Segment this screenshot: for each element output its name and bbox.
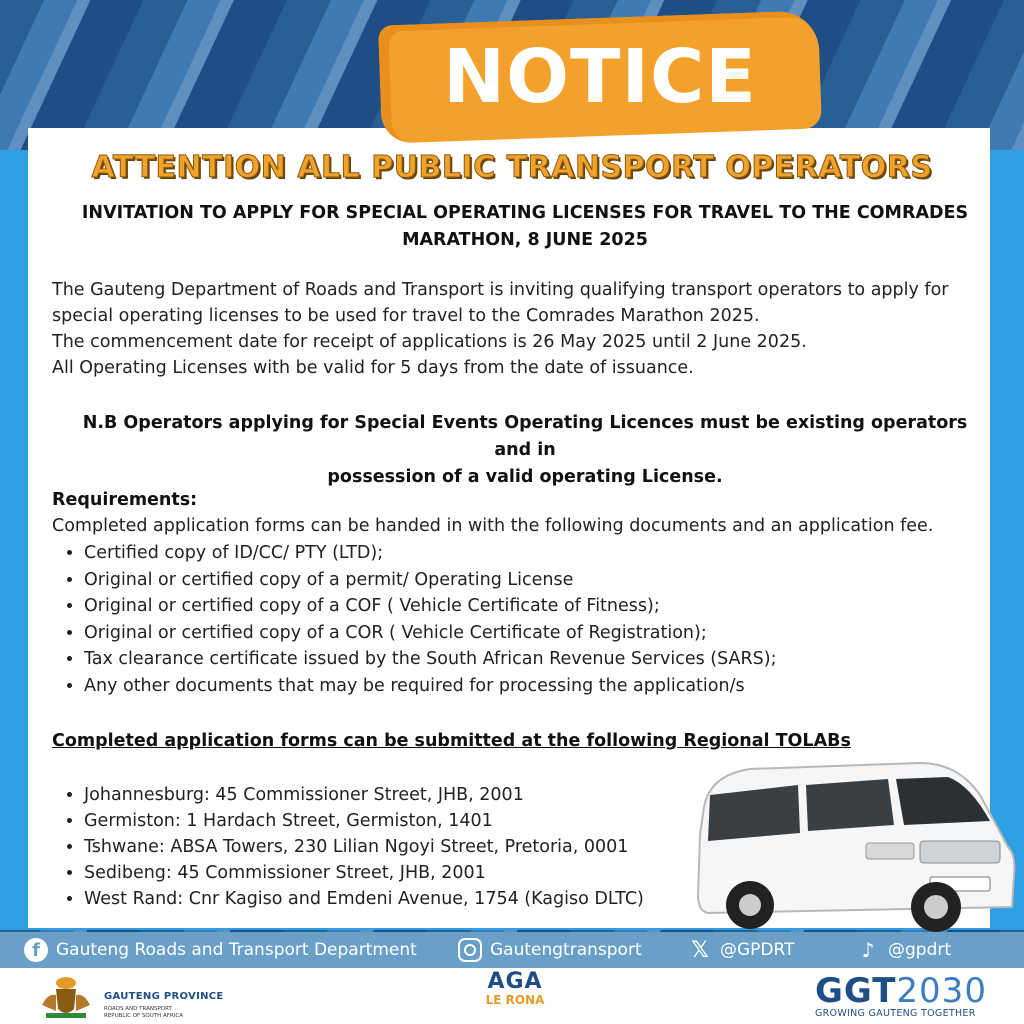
list-item: • Any other documents that may be required for processing the application/s xyxy=(84,673,984,700)
social-bar xyxy=(0,932,1024,968)
nb-note xyxy=(70,410,980,491)
gauteng-province-name: GAUTENG PROVINCE xyxy=(104,991,224,1002)
intro-paragraph xyxy=(52,277,1012,381)
x-icon: 𝕏 xyxy=(691,937,709,963)
list-item: • Germiston: 1 Hardach Street, Germiston, 1401 xyxy=(84,808,724,834)
notice-title: NOTICE xyxy=(443,34,757,120)
facebook-handle: Gauteng Roads and Transport Department xyxy=(56,940,417,960)
intro-line: The commencement date for receipt of applications is 26 May 2025 until 2 June 2025. xyxy=(52,332,807,352)
ggt-year: 2030 xyxy=(896,971,987,1011)
le-rona-text: LE RONA xyxy=(485,993,545,1007)
requirements-title: Requirements: xyxy=(52,490,198,510)
facebook-icon: f xyxy=(24,938,48,962)
submission-title: Completed application forms can be submitted at the following Regional TOLABs xyxy=(52,731,851,751)
facebook-link[interactable] xyxy=(24,938,417,962)
list-item: • Sedibeng: 45 Commissioner Street, JHB, 2001 xyxy=(84,860,724,886)
nb-line: N.B Operators applying for Special Events Operating Licences must be existing operators and in xyxy=(82,413,968,460)
aga-le-rona-logo xyxy=(470,970,560,1022)
nb-line: possession of a valid operating License. xyxy=(327,467,723,487)
ggt2030-logo xyxy=(815,971,987,1019)
list-item: • Tshwane: ABSA Towers, 230 Lilian Ngoyi Street, Pretoria, 0001 xyxy=(84,834,724,860)
tiktok-link[interactable] xyxy=(856,938,951,962)
invitation-heading xyxy=(80,200,970,254)
list-item: • Certified copy of ID/CC/ PTY (LTD); xyxy=(84,540,984,567)
x-handle: @GPDRT xyxy=(720,940,795,960)
instagram-icon xyxy=(458,938,482,962)
x-link[interactable] xyxy=(688,938,794,962)
tiktok-handle: @gpdrt xyxy=(888,940,952,960)
minibus-taxi-image xyxy=(690,755,1020,935)
instagram-handle: Gautengtransport xyxy=(490,940,642,960)
ggt-text: GGT xyxy=(815,971,897,1011)
gauteng-department: ROADS AND TRANSPORT xyxy=(104,1006,172,1012)
list-item: • Tax clearance certificate issued by the South African Revenue Services (SARS); xyxy=(84,646,984,673)
list-item: • Original or certified copy of a COF ( Vehicle Certificate of Fitness); xyxy=(84,593,984,620)
tiktok-icon: ♪ xyxy=(861,938,875,962)
intro-line: All Operating Licenses with be valid for 5 days from the date of issuance. xyxy=(52,358,694,378)
list-item: • Original or certified copy of a permit/ Operating License xyxy=(84,567,984,594)
instagram-link[interactable] xyxy=(458,938,642,962)
coat-of-arms-icon xyxy=(36,975,96,1020)
intro-line: special operating licenses to be used for travel to the Comrades Marathon 2025. xyxy=(52,306,760,326)
invitation-line: INVITATION TO APPLY FOR SPECIAL OPERATING LICENSES FOR TRAVEL TO THE COMRADES xyxy=(81,203,969,223)
offices-list xyxy=(52,782,724,912)
requirements-description: Completed application forms can be handed in with the following documents and an application fee. xyxy=(52,516,934,536)
invitation-line: MARATHON, 8 JUNE 2025 xyxy=(402,230,648,250)
attention-heading: ATTENTION ALL PUBLIC TRANSPORT OPERATORS xyxy=(91,150,933,185)
list-item: • West Rand: Cnr Kagiso and Emdeni Avenue, 1754 (Kagiso DLTC) xyxy=(84,886,724,912)
list-item: • Johannesburg: 45 Commissioner Street, JHB, 2001 xyxy=(84,782,724,808)
intro-line: The Gauteng Department of Roads and Transport is inviting qualifying transport operators to apply for xyxy=(52,280,949,300)
list-item: • Original or certified copy of a COR ( Vehicle Certificate of Registration); xyxy=(84,620,984,647)
gauteng-country: REPUBLIC OF SOUTH AFRICA xyxy=(104,1013,183,1019)
ggt-tagline: GROWING GAUTENG TOGETHER xyxy=(815,1008,976,1019)
aga-text: AGA xyxy=(487,969,543,994)
requirements-list xyxy=(52,540,984,699)
